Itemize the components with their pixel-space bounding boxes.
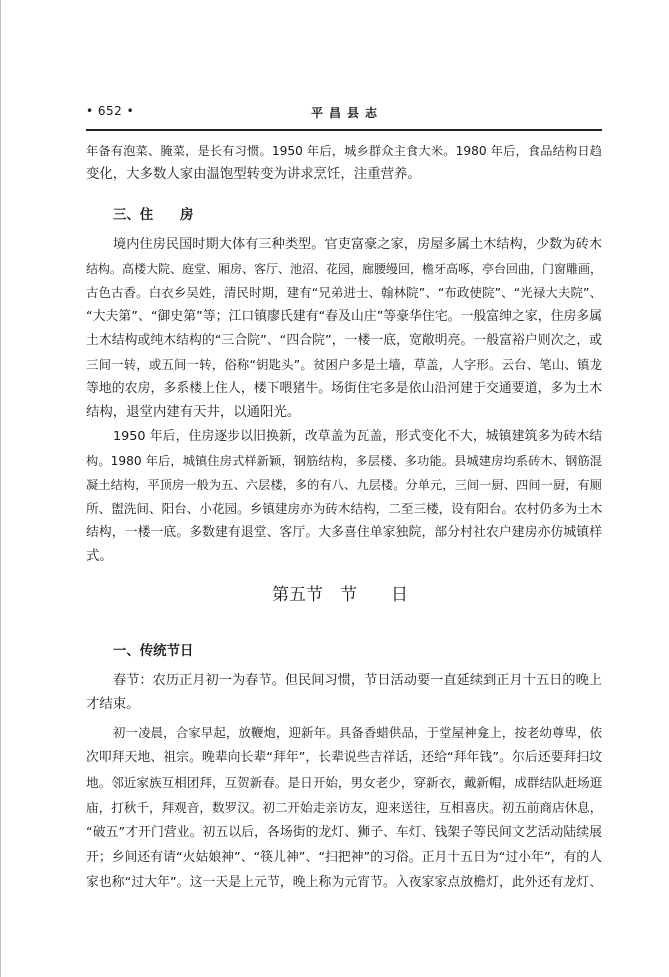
text-line: 庙，打秋千，拜观音，数罗汉。初二开始走亲访友，迎来送往，互相喜庆。初五前商店休息， — [86, 800, 603, 815]
text-line: 凝土结构，平顶房一般为五、六层楼，多的有八、九层楼。分单元，三间一厨、四间一厨，有厕 — [86, 478, 602, 492]
text-line: 结构。高楼大院、庭堂、厢房、客厅、池沼、花园，廊腰缦回，檐牙高啄，亭台回曲，门窗雕画， — [86, 262, 603, 276]
text-line: 变化，大多数人家由温饱型转变为讲求烹饪，注重营养。 — [86, 167, 421, 182]
text-line: “破五”才开门营业。初五以后，各场街的龙灯、狮子、车灯、钱架子等民间文艺活动陆续展 — [86, 825, 602, 840]
text-line: 古色古香。白衣乡吴姓，清民时期，建有“兄弟进士、翰林院”、“布政使院”、“光禄大夫院”、 — [86, 285, 602, 300]
text-line: 结构，退堂内建有天井，以通阳光。 — [86, 405, 301, 420]
text-line: 土木结构或纯木结构的“三合院”、“四合院”，一楼一底，宽敞明亮。一般富裕户则次之，或 — [86, 333, 602, 348]
page-number: • 652 • — [86, 104, 135, 118]
section-heading-housing: 三、住 房 — [113, 208, 194, 223]
text-line: 结构，一楼一底。多数建有退堂、客厅。大多喜住单家独院，部分村社农户建房亦仿城镇样 — [86, 525, 602, 540]
scan-edge — [0, 0, 1, 977]
text-line: 年备有泡菜、腌菜，是长有习惯。1950 年后，城乡群众主食大米。1980 年后，食品结构日趋 — [86, 144, 602, 158]
chapter-title: 第五节 节 日 — [272, 585, 408, 605]
book-title: 平昌县志 — [311, 106, 384, 120]
text-line: 地。邻近家族互相团拜，互贺新春。是日开始，男女老少，穿新衣，戴新帽，成群结队赶场逛 — [86, 775, 603, 790]
text-line: 三间一转，或五间一转，俗称“钥匙头”。贫困户多是土墙，草盖，人字形。云台、笔山、镇龙 — [86, 357, 602, 372]
section-heading-festivals: 一、传统节日 — [113, 644, 194, 659]
text-line: “大夫第”、“御史第”等；江口镇廖氏建有“春及山庄”等豪华住宅。一般富绅之家，住房多属 — [86, 309, 602, 324]
text-line: 才结束。 — [86, 697, 140, 712]
text-line: 1950 年后，住房逐步以旧换新，改草盖为瓦盖，形式变化不大，城镇建筑多为砖木结 — [113, 429, 602, 444]
header-rule — [86, 129, 602, 131]
text-line: 家也称“过大年”。这一天是上元节，晚上称为元宵节。入夜家家点放檐灯，此外还有龙灯、 — [86, 875, 602, 890]
running-header — [86, 104, 602, 124]
text-line: 境内住房民国时期大体有三种类型。官吏富豪之家，房屋多属土木结构，少数为砖木 — [113, 237, 602, 252]
text-line: 春节：农历正月初一为春节。但民间习惯，节日活动要一直延续到正月十五日的晚上 — [113, 673, 602, 688]
text-line: 式。 — [86, 549, 113, 564]
text-line: 初一凌晨，合家早起，放鞭炮，迎新年。具备香蜡供品，于堂屋神龛上，按老幼尊卑，依 — [113, 725, 602, 740]
text-line: 构。1980 年后，城镇住房式样新颖，钢筋结构，多层楼、多功能。县城建房均系砖木、钢筋混 — [86, 454, 602, 468]
text-line: 次叩拜天地、祖宗。晚辈向长辈“拜年”，长辈说些吉祥话，还给“拜年钱”。尔后还要拜扫坟 — [86, 750, 602, 765]
text-line: 所、盥洗间、阳台、小花园。乡镇建房亦为砖木结构，二至三楼，设有阳台。农村仍多为土木 — [86, 501, 603, 516]
text-line: 开；乡间还有请“火姑娘神”、“筷儿神”、“扫把神”的习俗。正月十五日为“过小年”，有的人 — [86, 850, 602, 865]
text-line: 等地的农房，多系楼上住人，楼下喂猪牛。场街住宅多是依山沿河建于交通要道，多为土木 — [86, 381, 602, 396]
